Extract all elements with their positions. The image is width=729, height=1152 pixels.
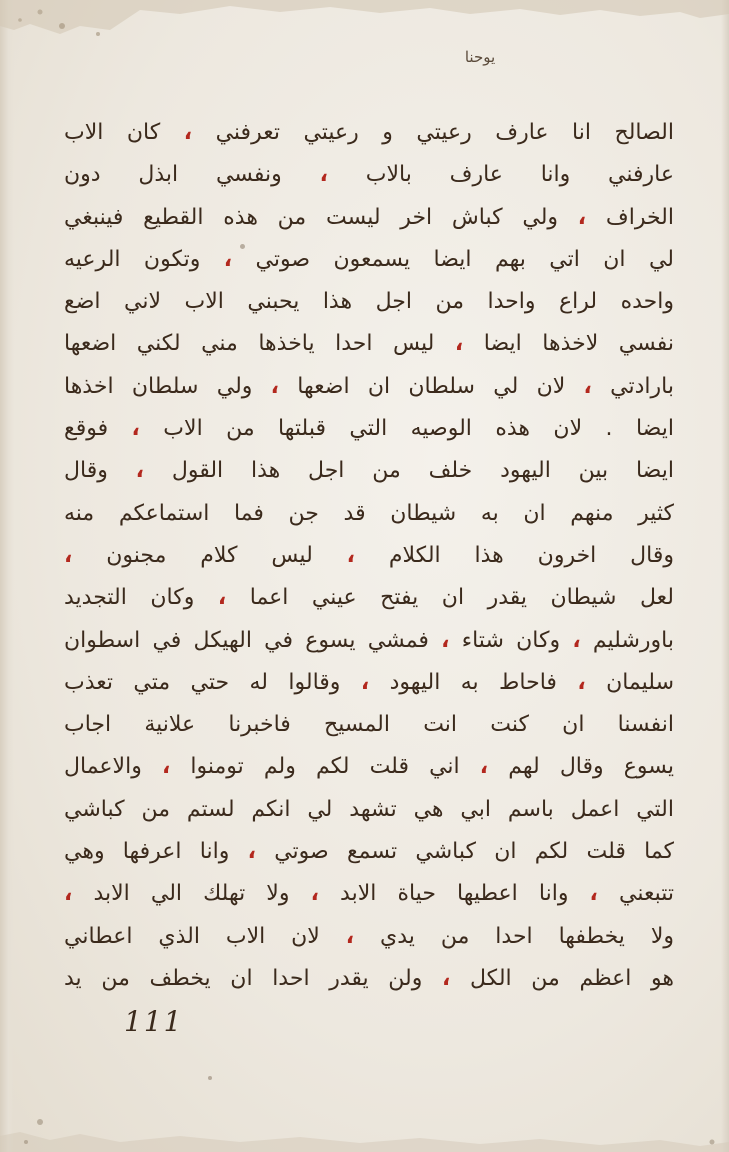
text-line: ايضا بين اليهود خلف من اجل هذا القول ، وقال bbox=[64, 458, 674, 484]
rubric-separator: ، bbox=[131, 416, 140, 442]
rubric-separator: ، bbox=[223, 246, 233, 272]
rubric-separator: ، bbox=[64, 881, 73, 907]
text-line: لي ان اتي بهم ايضا يسمعون صوتي ، وتكون الرعيه bbox=[64, 246, 674, 272]
rubric-separator: ، bbox=[360, 669, 370, 695]
rubric-separator: ، bbox=[583, 373, 592, 399]
rubric-separator: ، bbox=[577, 204, 587, 230]
text-line: تتبعني ، وانا اعطيها حياة الابد ، ولا تهلك الي الابد ، bbox=[64, 881, 674, 907]
rubric-separator: ، bbox=[270, 373, 280, 399]
text-line: انفسنا ان كنت انت المسيح فاخبرنا علانية اجاب bbox=[64, 712, 674, 738]
text-line: عارفني وانا عارف بالاب ، ونفسي ابذل دون bbox=[64, 162, 674, 188]
text-line: سليمان ، فاحاط به اليهود ، وقالوا له حتي متي تعذب bbox=[64, 669, 674, 695]
text-line: وقال اخرون هذا الكلام ، ليس كلام مجنون ، bbox=[64, 542, 674, 568]
rubric-separator: ، bbox=[161, 754, 171, 780]
rubric-separator: ، bbox=[64, 542, 73, 568]
ink-speck bbox=[208, 1076, 212, 1080]
rubric-separator: ، bbox=[345, 923, 355, 949]
text-line: هو اعظم من الكل ، ولن يقدر احدا ان يخطف من يد bbox=[64, 965, 674, 991]
text-line: واحده لراع واحدا من اجل هذا يحبني الاب لاني اضع bbox=[64, 289, 674, 315]
rubric-separator: ، bbox=[442, 965, 451, 991]
rubric-separator: ، bbox=[217, 585, 227, 611]
rubric-separator: ، bbox=[247, 839, 256, 865]
rubric-separator: ، bbox=[346, 542, 356, 568]
text-line: نفسي لاخذها ايضا ، ليس احدا ياخذها مني لكني اضعها bbox=[64, 331, 674, 357]
text-line: باورشليم ، وكان شتاء ، فمشي يسوع في الهيكل في اسطوان bbox=[64, 627, 674, 653]
rubric-separator: ، bbox=[479, 754, 489, 780]
rubric-separator: ، bbox=[577, 669, 586, 695]
text-line: الصالح انا عارف رعيتي و رعيتي تعرفني ، كان الاب bbox=[64, 120, 674, 145]
text-line: كثير منهم ان به شيطان قد جن فما استماعكم منه bbox=[64, 500, 674, 526]
text-line: لعل شيطان يقدر ان يفتح عيني اعما ، وكان التجديد bbox=[64, 585, 674, 611]
rubric-separator: ، bbox=[310, 881, 319, 907]
rubric-separator: ، bbox=[183, 120, 193, 145]
text-line: بارادتي ، لان لي سلطان ان اضعها ، ولي سلطان اخذها bbox=[64, 373, 674, 399]
rubric-separator: ، bbox=[441, 627, 450, 653]
rubric-separator: ، bbox=[319, 162, 328, 188]
text-line: الخراف ، ولي كباش اخر ليست من هذه القطيع فينبغي bbox=[64, 204, 674, 230]
folio-number: 111 bbox=[124, 1005, 184, 1038]
page-right-edge bbox=[721, 0, 729, 1152]
text-line: التي اعمل باسم ابي هي تشهد لي انكم لستم من كباشي bbox=[64, 796, 674, 822]
manuscript-text bbox=[64, 112, 674, 1000]
damaged-bottom-edge bbox=[0, 1112, 729, 1152]
rubric-separator: ، bbox=[589, 881, 598, 907]
rubric-separator: ، bbox=[135, 458, 145, 484]
rubric-separator: ، bbox=[454, 331, 464, 357]
rubric-separator: ، bbox=[572, 627, 581, 653]
text-line: كما قلت لكم ان كباشي تسمع صوتي ، وانا اعرفها وهي bbox=[64, 839, 674, 865]
page-binding-edge bbox=[0, 0, 14, 1152]
catchword: يوحنا bbox=[464, 48, 496, 66]
damaged-top-edge bbox=[0, 0, 729, 40]
text-line: يسوع وقال لهم ، اني قلت لكم ولم تومنوا ، والاعمال bbox=[64, 754, 674, 780]
text-line: ايضا . لان هذه الوصيه التي قبلتها من الاب ، فوقع bbox=[64, 416, 674, 442]
text-line: ولا يخطفها احدا من يدي ، لان الاب الذي اعطاني bbox=[64, 923, 674, 949]
